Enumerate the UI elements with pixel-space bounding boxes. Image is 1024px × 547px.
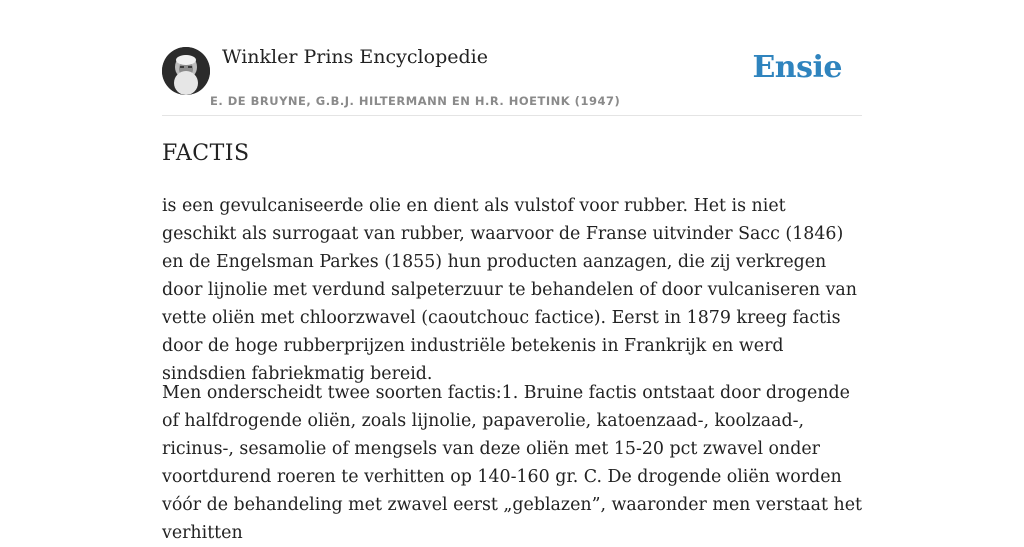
article-paragraph-2: Men onderscheidt twee soorten factis:1. Bruine factis ontstaat door drogende of halfdrogende oliën, zoals lijnolie, papaverolie, katoenzaad-, koolzaad-, ricinus-, sesamolie of mengsels van deze oliën met 15-20 pct zwavel onder voortdurend roeren te verhitten op 140-160 gr. C. De drogende oliën worden vóór de behandeling met zwavel eerst „geblazen”, waaronder men verstaat het verhitten xyxy=(162,383,862,543)
source-title[interactable]: Winkler Prins Encyclopedie xyxy=(222,46,488,68)
ensie-logo[interactable]: Ensie xyxy=(752,50,842,85)
article-paragraph-1: is een gevulcaniseerde olie en dient als vulstof voor rubber. Het is niet geschikt als surrogaat van rubber, waarvoor de Franse uitvinder Sacc (1846) en de Engelsman Parkes (1855) hun producten aanzagen, die zij verkregen door lijnolie met verdund salpeterzuur te behandelen of door vulcaniseren van vette oliën met chloorzwavel (caoutchouc factice). Eerst in 1879 kreeg factis door de hoge rubberprijzen industriële betekenis in Frankrijk en werd sindsdien fabriekmatig bereid. xyxy=(162,196,857,384)
header xyxy=(162,0,862,116)
bearded-portrait-icon xyxy=(162,47,210,95)
source-authors: E. DE BRUYNE, G.B.J. HILTERMANN EN H.R. HOETINK (1947) xyxy=(210,94,621,108)
article-title: FACTIS xyxy=(162,141,250,166)
author-avatar[interactable] xyxy=(162,47,210,95)
page xyxy=(162,0,862,543)
